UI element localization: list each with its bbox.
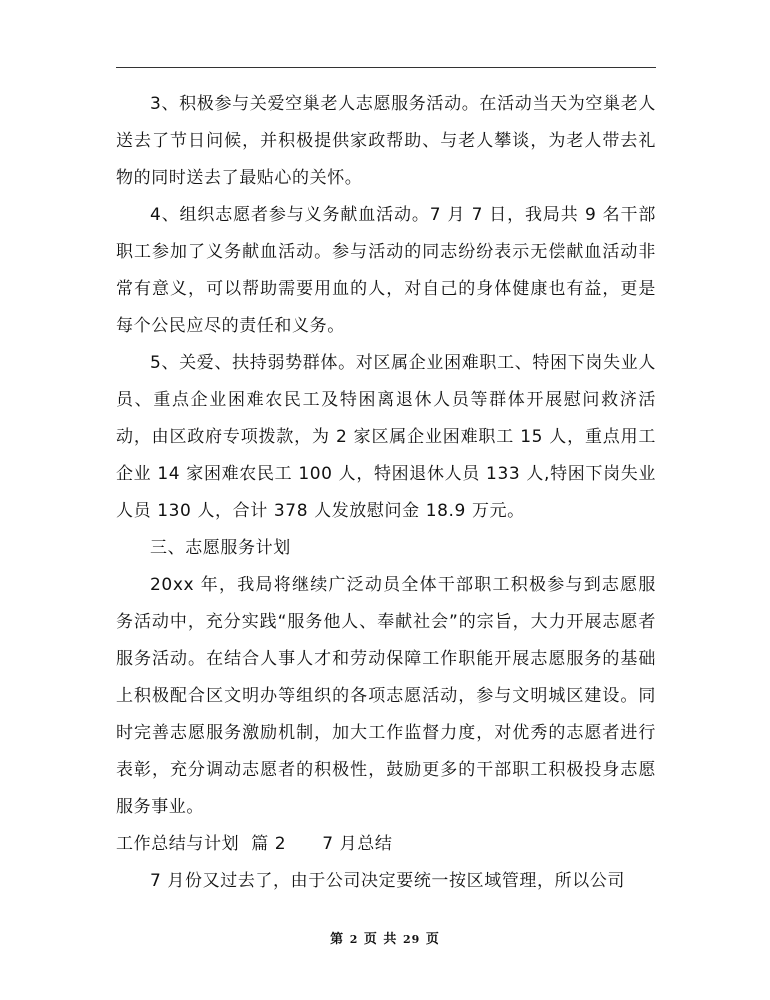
header-rule <box>116 67 656 68</box>
article-title-2: 工作总结与计划 篇 2 7 月总结 <box>116 834 393 854</box>
paragraph-item-3: 3、积极参与关爱空巢老人志愿服务活动。在活动当天为空巢老人送去了节日问候，并积极提供家政帮助、与老人攀谈，为老人带去礼物的同时送去了最贴心的关怀。 <box>116 94 656 188</box>
footer-suffix: 页 <box>425 932 440 947</box>
paragraph-item-5: 5、关爱、扶持弱势群体。对区属企业困难职工、特困下岗失业人员、重点企业困难农民工及特困离退休人员等群体开展慰问救济活动，由区政府专项拨款，为 2 家区属企业困难职工 15 人，重点用工企业 14 家困难农民工 100 人，特困退休人员 133 人,特困下岗失业人员 130 人，合计 378 人发放慰问金 18.9 万元。 <box>116 353 656 521</box>
footer-total-pages: 29 <box>402 933 421 946</box>
footer-middle: 页 共 <box>363 932 398 947</box>
page-footer <box>0 928 770 947</box>
paragraph-item-4: 4、组织志愿者参与义务献血活动。7 月 7 日，我局共 9 名干部职工参加了义务献血活动。参与活动的同志纷纷表示无偿献血活动非常有意义，可以帮助需要用血的人，对自己的身体健康也有益，更是每个公民应尽的责任和义务。 <box>116 205 656 336</box>
section-heading-plan: 三、志愿服务计划 <box>150 538 291 558</box>
footer-page-number: 2 <box>349 933 359 946</box>
footer-prefix: 第 <box>330 932 345 947</box>
document-body <box>116 86 656 900</box>
paragraph-plan: 20xx 年，我局将继续广泛动员全体干部职工积极参与到志愿服务活动中，充分实践“服务他人、奉献社会”的宗旨，大力开展志愿者服务活动。在结合人事人才和劳动保障工作职能开展志愿服务的基础上积极配合区文明办等组织的各项志愿活动，参与文明城区建设。同时完善志愿服务激励机制，加大工作监督力度，对优秀的志愿者进行表彰，充分调动志愿者的积极性，鼓励更多的干部职工积极投身志愿服务事业。 <box>116 575 656 817</box>
paragraph-july: 7 月份又过去了，由于公司决定要统一按区域管理，所以公司 <box>150 871 626 891</box>
